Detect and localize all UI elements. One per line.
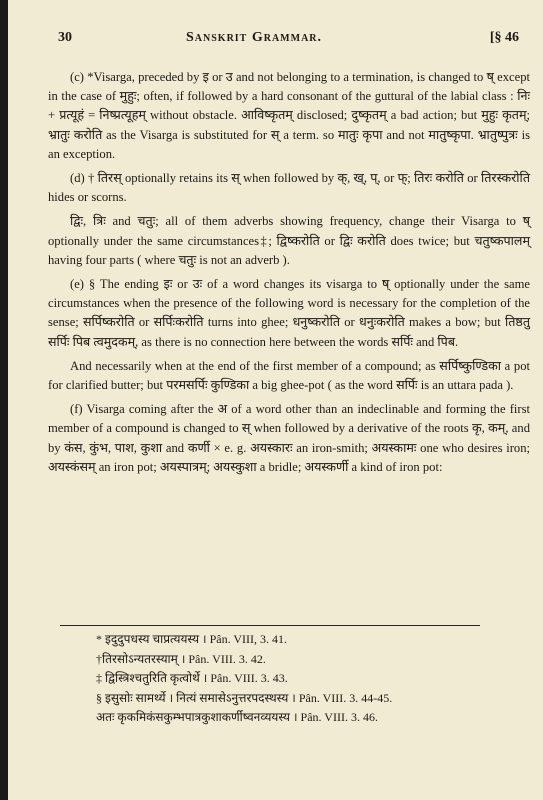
paragraph-f: (f) Visarga coming after the अ of a word other than an indeclinable and forming the first member of a compound is changed to स् when followed by a derivative of the roots कृ, कम्, and by कंस, कुंभ, पाश, कुशा and कर्णी × e. g. अयस्कारः an iron-smith; अयस्कामः one who desires iron; अयस्कंसम् an iron pot; अयस्पात्रम्; अयस्कुशा a bridle; अयस्कर्णी a kind of iron pot:	[48, 402, 530, 474]
paragraph-compound: And necessarily when at the end of the first member of a compound; as सर्पिष्कुण्डिका a pot for clarified butter; but परमसर्पिः कुण्डिका a big ghee-pot ( as the word सर्पिः is an uttara pada ).	[48, 358, 530, 393]
page-number: 30	[58, 30, 72, 45]
paragraph-e: (e) § The ending इः or उः of a word changes its visarga to ष् optionally under the same circumstances when the presence of the following word is necessary for the completion of the sense; सर्पिष्करोति or सर्पिःकरोति turns into ghee; धनुष्करोति or धनुःकरोति makes a bow; but तिष्ठतु सर्पिः पिब त्वमुदकम्, as there is no connection here between the words सर्पिः and पिब.	[48, 277, 530, 349]
footnote: †तिरसोऽन्यतरस्याम् । Pân. VIII. 3. 42.	[96, 651, 266, 666]
running-title: Sanskrit Grammar.	[186, 30, 323, 45]
section-marker: [§ 46	[489, 30, 519, 45]
paragraph-c: (c) *Visarga, preceded by इ or उ and not belonging to a termination, is changed to ष् except in the case of मुहुः; often, if followed by a hard consonant of the guttural of the labial class : निः + प्रत्यूहं = निष्प्रत्यूहम् without obstacle. आविष्कृतम् disclosed; दुष्कृतम् a bad action; but मुहुः कृतम्; भ्रातुः करोति as the Visarga is substituted for स् a term. so मातुः कृपा and not मातुष्कृपा. भ्रातुष्पुत्रः is an exception.	[48, 70, 530, 161]
footnote: अतः कृकमिकंसकुम्भपात्रकुशाकर्णीष्वनव्ययस्य । Pân. VIII. 3. 46.	[96, 710, 378, 724]
main-text	[48, 68, 530, 482]
footnote: * इदुदुपधस्य चाप्रत्ययस्य । Pân. VIII, 3. 41.	[96, 632, 288, 646]
paragraph-adverbs: द्विः, त्रिः and चतुः; all of them adverbs showing frequency, change their Visarga to ष् optionally under the same circumstances‡; द्विष्करोति or द्विः करोति does twice; but चतुष्कपालम् having four parts ( where चतुः is not an adverb ).	[48, 214, 530, 267]
footnote: § इसुसोः सामर्थ्ये । नित्यं समासेऽनुत्तरपदस्थस्य । Pân. VIII. 3. 44-45.	[96, 690, 393, 705]
page-header	[58, 30, 523, 52]
paragraph-d: (d) † तिरस् optionally retains its स् when followed by क्, ख्, प्, or फ्; तिरः करोति or तिरस्करोति hides or scorns.	[48, 171, 530, 205]
footnote-divider	[60, 625, 480, 626]
footnotes	[96, 630, 526, 728]
footnote: ‡ द्विस्त्रिश्चतुरिति कृत्वोर्थे । Pân. VIII. 3. 43.	[96, 671, 288, 685]
book-page	[8, 0, 543, 800]
